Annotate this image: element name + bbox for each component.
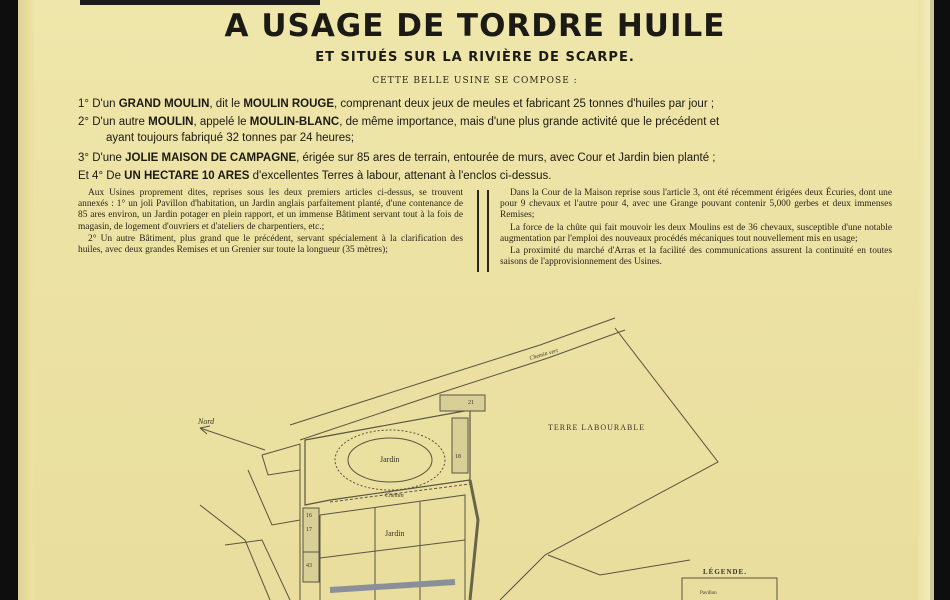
article-rest: d'excellentes Terres à labour, attenant à l'enclos ci-dessus.	[249, 170, 552, 182]
poster-title: A USAGE DE TORDRE HUILE	[224, 8, 726, 44]
article-bold: UN HECTARE 10 ARES	[124, 170, 250, 182]
wall	[262, 444, 300, 600]
label-jardin-2: Jardin	[385, 529, 405, 538]
article-bold: JOLIE MAISON DE CAMPAGNE	[125, 152, 297, 164]
article-number: 2°	[78, 116, 89, 128]
poster-subtitle: ET SITUÉS SUR LA RIVIÈRE DE SCARPE.	[315, 50, 635, 65]
building-18	[452, 418, 468, 473]
article-bold: GRAND MOULIN	[118, 98, 210, 110]
article-bold: MOULIN	[148, 116, 194, 128]
article-bold: MOULIN ROUGE	[243, 98, 335, 110]
wall	[200, 505, 270, 600]
article-mid: , appelé le	[193, 116, 247, 128]
water	[330, 582, 455, 590]
article-rest: , érigée sur 85 ares de terrain, entourée de murs, avec Cour et Jardin bien planté ;	[296, 152, 716, 164]
label-43: 43	[306, 563, 312, 569]
poster-intro: CETTE BELLE USINE SE COMPOSE :	[372, 76, 578, 86]
article-number: 3°	[78, 152, 89, 164]
legend-box	[682, 578, 777, 600]
building-21	[440, 395, 485, 411]
north-arrow	[200, 428, 265, 450]
label-nord: Nord	[198, 417, 215, 426]
paragraph: 2° Un autre Bâtiment, plus grand que le précédent, servant spécialement à la clarification des huiles, avec deux grandes Remises et un Grenier sur toute la longueur (35 mètres);	[78, 233, 463, 256]
wall	[248, 470, 300, 525]
label-17: 17	[306, 527, 312, 533]
paragraph: Aux Usines proprement dites, reprises sous les deux premiers articles ci-dessus, se trouvent annexés : 1° un joli Pavillon d'habitation, un Jardin anglais parfaitement planté, d'une contenance de 85 ares environ, un Jardin potager en plein rapport, et un immense Bâtiment servant tout à la fois de magasin, de logement d'ouvriers et d'ateliers de charpentiers, etc.;	[78, 188, 463, 232]
potager-row	[320, 540, 465, 558]
article-lead: D'un	[92, 98, 116, 110]
article-rest: , comprenant deux jeux de meules et fabricant 25 tonnes d'huiles par jour ;	[334, 98, 715, 110]
article-number: Et 4°	[78, 170, 104, 182]
label-legende: LÉGENDE.	[703, 568, 747, 576]
article-number: 1°	[78, 98, 89, 110]
article-lead: D'une	[92, 152, 122, 164]
label-terre: TERRE LABOURABLE	[548, 423, 646, 432]
label-jardin-1: Jardin	[380, 455, 400, 464]
paragraph: Dans la Cour de la Maison reprise sous l'article 3, ont été récemment érigées deux Écuries, dont une pour 9 chevaux et l'autre pour 4, avec une Grange pouvant contenir 5,000 gerbes et deux immenses Remises;	[500, 188, 892, 221]
article-mid: , dit le	[209, 98, 241, 110]
parcel-boundary	[548, 555, 690, 575]
parcel-boundary	[500, 328, 718, 600]
label-18: 18	[455, 454, 461, 460]
article-rest: , de même importance, mais d'une plus grande activité que le précédent et	[339, 116, 720, 128]
label-21: 21	[468, 400, 474, 406]
paragraph: La force de la chûte qui fait mouvoir les deux Moulins est de 36 chevaux, susceptible d'une notable augmentation par l'emploi des nouveaux procédés mécaniques tout nouvellement mis en usage;	[500, 222, 892, 244]
article-line2: ayant toujours fabriqué 32 tonnes par 24 heures;	[106, 132, 355, 144]
channel	[470, 480, 478, 600]
label-pavillon: Pavillon	[700, 591, 717, 596]
article-lead: De	[106, 170, 121, 182]
label-16: 16	[306, 513, 312, 519]
paragraph: La proximité du marché d'Arras et la facilité des communications assurent la continuité en toutes saisons de l'approvisionnement des Usines.	[500, 246, 892, 268]
label-chemin: Chemin	[385, 493, 404, 499]
label-chemin-vert: Chemin vert	[528, 348, 559, 362]
wall	[262, 455, 300, 475]
article-lead: D'un autre	[92, 116, 145, 128]
article-bold: MOULIN-BLANC	[249, 116, 340, 128]
